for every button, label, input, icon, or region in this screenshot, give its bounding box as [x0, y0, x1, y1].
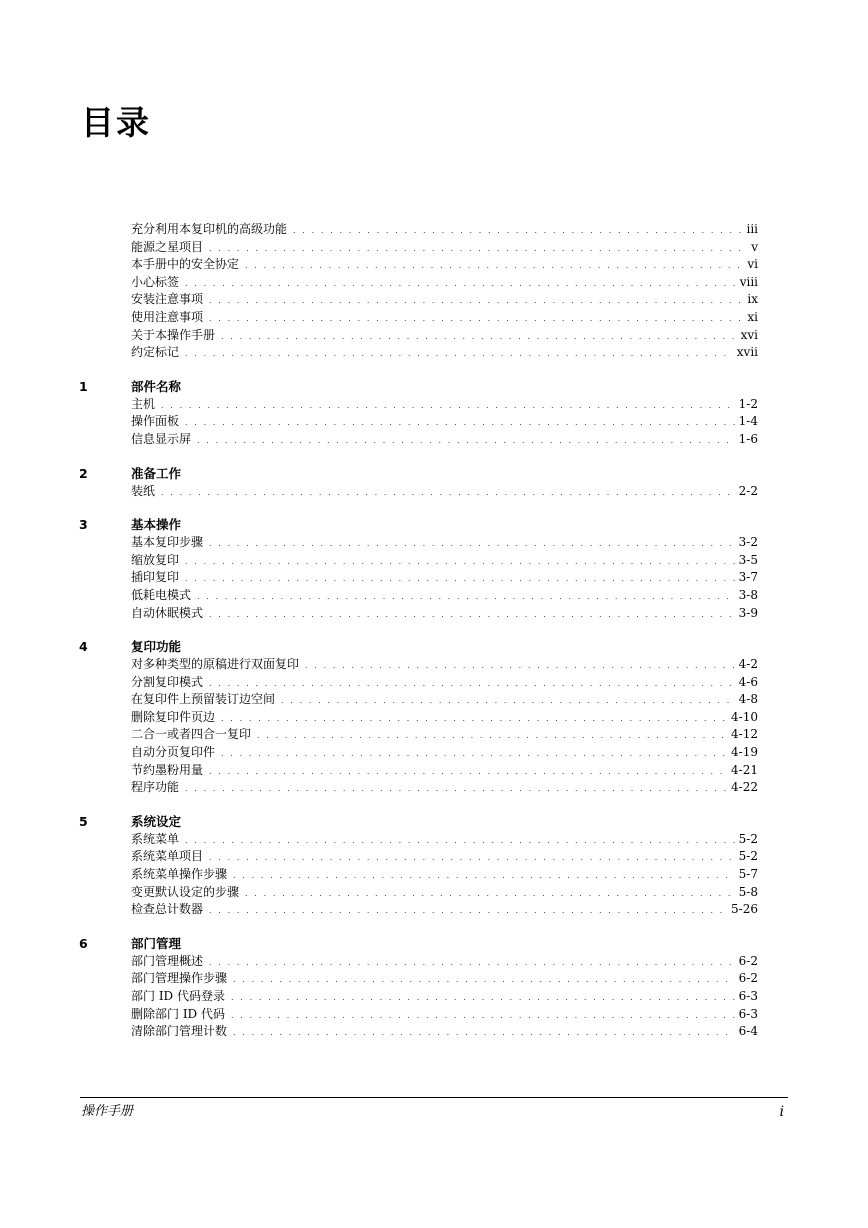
chapter-body — [131, 516, 758, 622]
toc-entry-title: 安装注意事项 — [131, 292, 204, 307]
dot-leader — [161, 397, 735, 415]
toc-entry-title: 删除部门 ID 代码 — [131, 1006, 225, 1021]
chapter-number: 1 — [79, 378, 88, 394]
toc-entry-page: 3-9 — [738, 605, 758, 620]
chapter-title[interactable]: 基本操作 — [131, 517, 182, 533]
toc-entry-page: iii — [746, 222, 758, 236]
toc-entry-page: 5-26 — [731, 902, 758, 917]
chapter-section — [0, 935, 868, 1041]
toc-entry[interactable] — [131, 221, 758, 239]
chapter-title[interactable]: 系统设定 — [131, 813, 182, 829]
toc-entry[interactable] — [131, 587, 758, 605]
toc-entry-title: 装纸 — [131, 483, 156, 498]
toc-entry-title: 部门管理操作步骤 — [131, 971, 228, 986]
dot-leader — [185, 570, 735, 588]
toc-entry-page: 5-8 — [738, 884, 758, 899]
toc-entry-page: 2-2 — [738, 483, 758, 498]
chapter-number: 5 — [79, 813, 88, 829]
toc-entry-page: 6-2 — [738, 971, 758, 986]
chapter-title[interactable]: 准备工作 — [131, 465, 182, 481]
toc-entry[interactable] — [131, 884, 758, 902]
toc-entry-page: 4-6 — [738, 674, 758, 689]
toc-entry[interactable] — [131, 744, 758, 762]
toc-entry-title: 系统菜单操作步骤 — [131, 867, 228, 882]
toc-entry-title: 操作面板 — [131, 414, 180, 429]
toc-entry[interactable] — [131, 726, 758, 744]
dot-leader — [245, 257, 743, 275]
toc-entry-title: 约定标记 — [131, 345, 180, 360]
toc-entry[interactable] — [131, 239, 758, 257]
dot-leader — [209, 902, 727, 920]
toc-entry-title: 系统菜单项目 — [131, 849, 204, 864]
toc-entry-page: 4-12 — [731, 727, 758, 742]
toc-entry-page: xvii — [736, 345, 758, 360]
toc-entry-title: 清除部门管理计数 — [131, 1024, 228, 1039]
toc-entry-page: 5-2 — [738, 849, 758, 864]
dot-leader — [233, 867, 735, 885]
toc-entry-page: 4-2 — [738, 657, 758, 672]
toc-entry-page: 1-4 — [738, 414, 758, 429]
dot-leader — [185, 553, 735, 571]
dot-leader — [233, 971, 735, 989]
dot-leader — [305, 657, 735, 675]
toc-entry[interactable] — [131, 762, 758, 780]
chapter-body — [131, 378, 758, 449]
dot-leader — [209, 535, 735, 553]
chapter-section — [0, 465, 868, 501]
dot-leader — [209, 675, 735, 693]
toc-entry-page: viii — [739, 274, 758, 289]
dot-leader — [197, 432, 735, 450]
toc-entry-page: xvi — [740, 327, 758, 342]
toc-entry-page: 4-10 — [731, 709, 758, 724]
footer-rule — [80, 1097, 788, 1098]
toc-entry[interactable] — [131, 291, 758, 309]
chapter-body — [131, 638, 758, 797]
toc-entry-title: 变更默认设定的步骤 — [131, 884, 240, 899]
footer-page-number: i — [779, 1104, 784, 1120]
toc-entry[interactable] — [131, 569, 758, 587]
toc-entry[interactable] — [131, 988, 758, 1006]
toc-entry[interactable] — [131, 866, 758, 884]
toc-entry[interactable] — [131, 552, 758, 570]
toc-entry-title: 缩放复印 — [131, 552, 180, 567]
toc-entry-title: 部门管理概述 — [131, 953, 204, 968]
toc-entry-title: 主机 — [131, 396, 156, 411]
toc-entry-page: 4-19 — [731, 745, 758, 760]
toc-entry-title: 分割复印模式 — [131, 674, 204, 689]
dot-leader — [231, 989, 735, 1007]
dot-leader — [185, 832, 735, 850]
toc-entry-title: 使用注意事项 — [131, 309, 204, 324]
toc-entry-page: 3-7 — [738, 570, 758, 585]
dot-leader — [231, 1007, 735, 1025]
page-title: 目录 — [81, 103, 151, 142]
dot-leader — [281, 692, 735, 710]
toc-entry-title: 自动休眠模式 — [131, 605, 204, 620]
dot-leader — [221, 745, 727, 763]
dot-leader — [209, 763, 727, 781]
chapter-body — [131, 813, 758, 919]
chapter-list — [0, 378, 868, 1041]
toc-entry-page: ix — [747, 292, 758, 307]
toc-entry-page: 5-7 — [738, 867, 758, 882]
toc-entry[interactable] — [131, 691, 758, 709]
dot-leader — [197, 588, 735, 606]
toc-entry-title: 系统菜单 — [131, 831, 180, 846]
toc-entry-title: 插印复印 — [131, 570, 180, 585]
dot-leader — [185, 780, 727, 798]
toc-entry[interactable] — [131, 327, 758, 345]
toc-entry[interactable] — [131, 831, 758, 849]
dot-leader — [209, 240, 747, 258]
toc-entry-title: 本手册中的安全协定 — [131, 257, 240, 272]
chapter-title[interactable]: 部件名称 — [131, 378, 182, 394]
toc-entry-title: 节约墨粉用量 — [131, 762, 204, 777]
toc-entry[interactable] — [131, 779, 758, 797]
toc-entry-page: 5-2 — [738, 831, 758, 846]
toc-entry[interactable] — [131, 413, 758, 431]
dot-leader — [209, 606, 735, 624]
chapter-number: 4 — [79, 639, 88, 655]
toc-entry[interactable] — [131, 901, 758, 919]
chapter-number: 6 — [79, 935, 88, 951]
toc-entry-title: 自动分页复印件 — [131, 745, 216, 760]
toc-entry-title: 充分利用本复印机的高级功能 — [131, 222, 288, 236]
toc-entry-title: 程序功能 — [131, 780, 180, 795]
toc-entry-page: 6-3 — [738, 1006, 758, 1021]
footer-manual-name: 操作手册 — [81, 1104, 134, 1119]
dot-leader — [221, 328, 737, 346]
toc-entry-title: 基本复印步骤 — [131, 535, 204, 550]
toc-entry[interactable] — [131, 605, 758, 623]
chapter-number: 3 — [79, 517, 88, 533]
toc-entry[interactable] — [131, 709, 758, 727]
dot-leader — [257, 727, 727, 745]
chapter-title[interactable]: 部门管理 — [131, 935, 182, 951]
toc-entry-page: 3-8 — [738, 587, 758, 602]
toc-entry[interactable] — [131, 431, 758, 449]
toc-entry-title: 对多种类型的原稿进行双面复印 — [131, 657, 300, 672]
dot-leader — [161, 484, 735, 502]
toc-entry-title: 删除复印件页边 — [131, 709, 216, 724]
dot-leader — [185, 345, 733, 363]
toc-entry-page: 1-2 — [738, 396, 758, 411]
toc-entry[interactable] — [131, 256, 758, 274]
chapter-title[interactable]: 复印功能 — [131, 639, 182, 655]
dot-leader — [245, 885, 735, 903]
toc-entry-title: 检查总计数器 — [131, 902, 204, 917]
dot-leader — [233, 1024, 735, 1042]
toc-entry[interactable] — [131, 656, 758, 674]
toc-entry[interactable] — [131, 848, 758, 866]
toc-entry-page: 3-2 — [738, 535, 758, 550]
table-of-contents — [0, 221, 868, 1041]
toc-entry-title: 二合一或者四合一复印 — [131, 727, 252, 742]
toc-entry-page: 4-22 — [731, 780, 758, 795]
toc-entry[interactable] — [131, 970, 758, 988]
chapter-body — [131, 465, 758, 501]
toc-entry[interactable] — [131, 396, 758, 414]
dot-leader — [209, 292, 743, 310]
dot-leader — [185, 275, 736, 293]
dot-leader — [185, 414, 735, 432]
toc-entry-title: 信息显示屏 — [131, 431, 192, 446]
toc-entry-page: 4-8 — [738, 692, 758, 707]
chapter-section — [0, 516, 868, 622]
toc-entry[interactable] — [131, 344, 758, 362]
toc-entry-page: v — [751, 239, 758, 254]
chapter-body — [131, 935, 758, 1041]
toc-entry[interactable] — [131, 483, 758, 501]
toc-entry-page: 6-3 — [738, 989, 758, 1003]
dot-leader — [221, 710, 727, 728]
toc-entry[interactable] — [131, 274, 758, 292]
toc-entry[interactable] — [131, 1006, 758, 1024]
toc-entry-page: 4-21 — [731, 762, 758, 777]
chapter-section — [0, 378, 868, 449]
toc-entry-page: xi — [747, 309, 758, 324]
toc-entry-page: 1-6 — [738, 431, 758, 446]
front-matter-list — [131, 221, 758, 362]
chapter-section — [0, 813, 868, 919]
dot-leader — [209, 310, 743, 328]
toc-entry-title: 能源之星项目 — [131, 239, 204, 254]
toc-entry-page: 3-5 — [738, 552, 758, 567]
dot-leader — [293, 222, 742, 240]
toc-entry[interactable] — [131, 1023, 758, 1041]
dot-leader — [209, 954, 735, 972]
toc-entry-page: 6-2 — [738, 953, 758, 968]
toc-entry[interactable] — [131, 534, 758, 552]
chapter-number: 2 — [79, 465, 88, 481]
toc-entry-page: vi — [747, 257, 758, 272]
toc-entry[interactable] — [131, 309, 758, 327]
toc-entry-title: 低耗电模式 — [131, 587, 192, 602]
toc-entry-title: 关于本操作手册 — [131, 327, 216, 342]
toc-entry-title: 小心标签 — [131, 274, 180, 289]
toc-entry-title: 在复印件上预留装订边空间 — [131, 692, 276, 707]
toc-entry-title: 部门 ID 代码登录 — [131, 989, 225, 1003]
toc-entry[interactable] — [131, 674, 758, 692]
toc-entry-page: 6-4 — [738, 1024, 758, 1039]
toc-entry[interactable] — [131, 953, 758, 971]
chapter-section — [0, 638, 868, 797]
dot-leader — [209, 849, 735, 867]
